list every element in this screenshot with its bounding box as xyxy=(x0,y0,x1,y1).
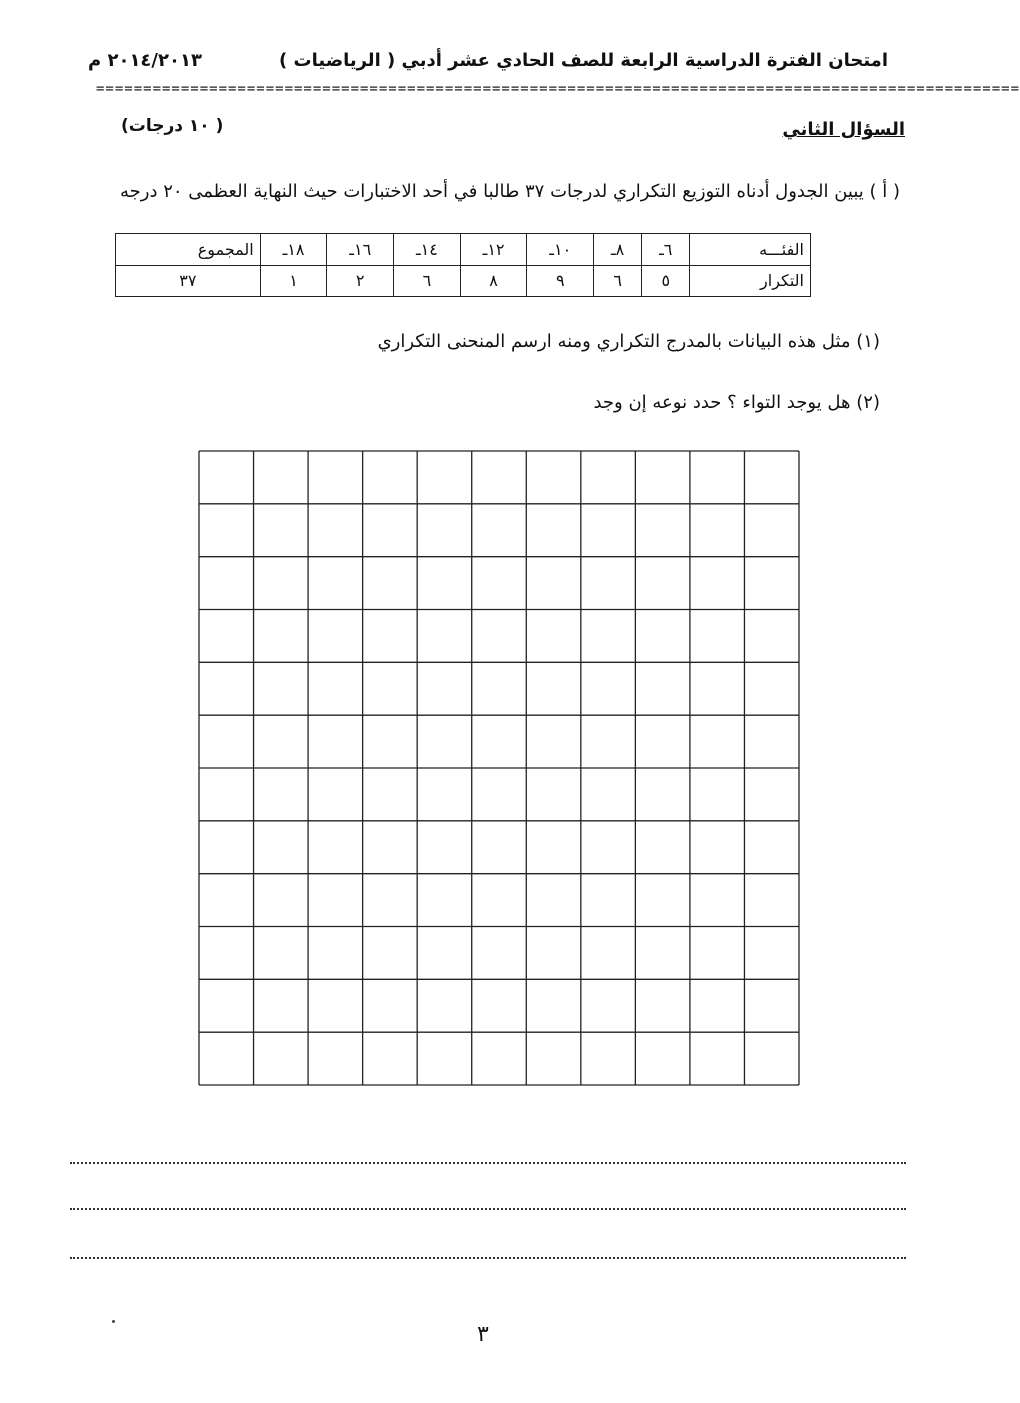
exam-title: امتحان الفترة الدراسية الرابعة للصف الحادي عشر أدبي ( الرياضيات ) xyxy=(279,50,888,71)
frequency-table xyxy=(115,233,811,297)
table-header-frequency: التكرار xyxy=(690,265,811,297)
question-marks: ( ١٠ درجات) xyxy=(121,116,224,136)
table-cell-class: ٦ـ xyxy=(642,234,690,266)
exam-header xyxy=(88,50,888,71)
table-total-value: ٣٧ xyxy=(116,265,261,297)
table-row xyxy=(116,234,811,266)
answer-line[interactable] xyxy=(70,1257,906,1259)
scan-speck xyxy=(112,1320,115,1323)
table-cell-frequency: ١ xyxy=(260,265,327,297)
question-part-1: (١) مثل هذه البيانات بالمدرج التكراري ومنه ارسم المنحنى التكراري xyxy=(377,331,880,352)
question-part-2: (٢) هل يوجد التواء ؟ حدد نوعه إن وجد xyxy=(593,392,880,413)
answer-line[interactable] xyxy=(70,1208,906,1210)
table-cell-frequency: ٨ xyxy=(460,265,527,297)
exam-year: ٢٠١٤/٢٠١٣ م xyxy=(88,50,202,71)
question-intro: ( أ ) يبين الجدول أدناه التوزيع التكراري لدرجات ٣٧ طالبا في أحد الاختبارات حيث النهاية العظمى ٢٠ درجه xyxy=(119,181,900,202)
table-header-class: الفئـــه xyxy=(690,234,811,266)
table-cell-class: ١٤ـ xyxy=(394,234,461,266)
page-number: ٣ xyxy=(477,1322,489,1347)
table-cell-class: ٨ـ xyxy=(594,234,642,266)
answer-line[interactable] xyxy=(70,1162,906,1164)
table-total-label: المجموع xyxy=(116,234,261,266)
table-cell-frequency: ٢ xyxy=(327,265,394,297)
table-cell-frequency: ٦ xyxy=(394,265,461,297)
table-cell-class: ١٨ـ xyxy=(260,234,327,266)
dashed-divider: ================================================================================================== xyxy=(96,81,1020,97)
table-row xyxy=(116,265,811,297)
answer-grid[interactable] xyxy=(198,450,800,1086)
question-title: السؤال الثاني xyxy=(782,119,905,140)
table-cell-class: ١٠ـ xyxy=(527,234,594,266)
table-cell-frequency: ٥ xyxy=(642,265,690,297)
table-cell-class: ١٦ـ xyxy=(327,234,394,266)
table-cell-frequency: ٩ xyxy=(527,265,594,297)
table-cell-class: ١٢ـ xyxy=(460,234,527,266)
table-cell-frequency: ٦ xyxy=(594,265,642,297)
